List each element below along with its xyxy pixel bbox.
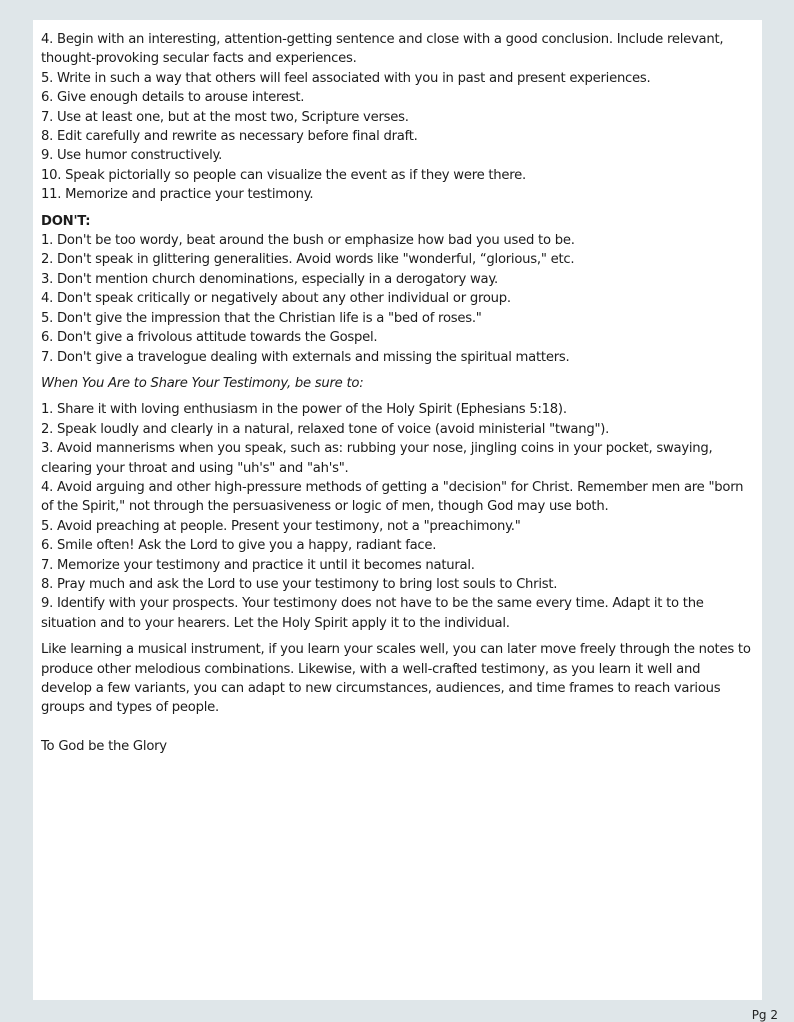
donts-heading: DON'T: xyxy=(41,213,91,229)
sign-off: To God be the Glory xyxy=(41,738,167,754)
list-item: 8. Edit carefully and rewrite as necessary before final draft. xyxy=(41,129,418,145)
list-item: 3. Avoid mannerisms when you speak, such as: rubbing your nose, jingling coins in your pocket, swaying, clearing your throat and using "uh's" and "ah's". xyxy=(41,441,713,476)
list-item: 5. Write in such a way that others will feel associated with you in past and present experiences. xyxy=(41,70,651,86)
list-item: 4. Don't speak critically or negatively about any other individual or group. xyxy=(41,291,511,307)
closing-section xyxy=(41,640,754,756)
sharing-section xyxy=(41,374,754,633)
list-item: 2. Don't speak in glittering generalities. Avoid words like "wonderful, “glorious," etc. xyxy=(41,252,575,268)
list-item: 6. Smile often! Ask the Lord to give you a happy, radiant face. xyxy=(41,538,437,554)
sharing-heading: When You Are to Share Your Testimony, be sure to: xyxy=(41,375,364,391)
dos-list-continued xyxy=(41,30,754,205)
closing-paragraph: Like learning a musical instrument, if you learn your scales well, you can later move freely through the notes to produce other melodious combinations. Likewise, with a well-crafted testimony, as you learn it well and develop a few variants, you can adapt to new circumstances, audiences, and time frames to reach various groups and types of people. xyxy=(41,642,751,716)
list-item: 9. Identify with your prospects. Your testimony does not have to be the same every time. Adapt it to the situation and to your hearers. Let the Holy Spirit apply it to the individual. xyxy=(41,596,704,631)
list-item: 1. Share it with loving enthusiasm in the power of the Holy Spirit (Ephesians 5:18). xyxy=(41,402,567,418)
donts-section xyxy=(41,212,754,367)
list-item: 4. Avoid arguing and other high-pressure methods of getting a "decision" for Christ. Remember men are "born of the Spirit," not through the persuasiveness or logic of men, though God may use both. xyxy=(41,479,744,515)
list-item: 7. Memorize your testimony and practice it until it becomes natural. xyxy=(41,557,475,573)
list-item: 7. Don't give a travelogue dealing with externals and missing the spiritual matters. xyxy=(41,349,570,365)
list-item: 5. Avoid preaching at people. Present your testimony, not a "preachimony." xyxy=(41,518,521,534)
list-item: 3. Don't mention church denominations, especially in a derogatory way. xyxy=(41,271,498,287)
list-item: 11. Memorize and practice your testimony. xyxy=(41,187,314,203)
list-item: 6. Give enough details to arouse interest. xyxy=(41,90,305,106)
list-item: 7. Use at least one, but at the most two, Scripture verses. xyxy=(41,109,409,125)
list-item: 10. Speak pictorially so people can visualize the event as if they were there. xyxy=(41,167,526,183)
page-number: Pg 2 xyxy=(751,1008,778,1022)
list-item: 6. Don't give a frivolous attitude towards the Gospel. xyxy=(41,330,378,346)
list-item: 1. Don't be too wordy, beat around the bush or emphasize how bad you used to be. xyxy=(41,233,575,249)
list-item: 8. Pray much and ask the Lord to use your testimony to bring lost souls to Christ. xyxy=(41,576,558,592)
document-page xyxy=(33,20,762,1000)
list-item: 4. Begin with an interesting, attention-getting sentence and close with a good conclusion. Include relevant, thought-provoking secular facts and experiences. xyxy=(41,32,724,67)
list-item: 2. Speak loudly and clearly in a natural, relaxed tone of voice (avoid ministerial "twang"). xyxy=(41,421,610,437)
list-item: 9. Use humor constructively. xyxy=(41,148,223,164)
list-item: 5. Don't give the impression that the Christian life is a "bed of roses." xyxy=(41,310,482,326)
